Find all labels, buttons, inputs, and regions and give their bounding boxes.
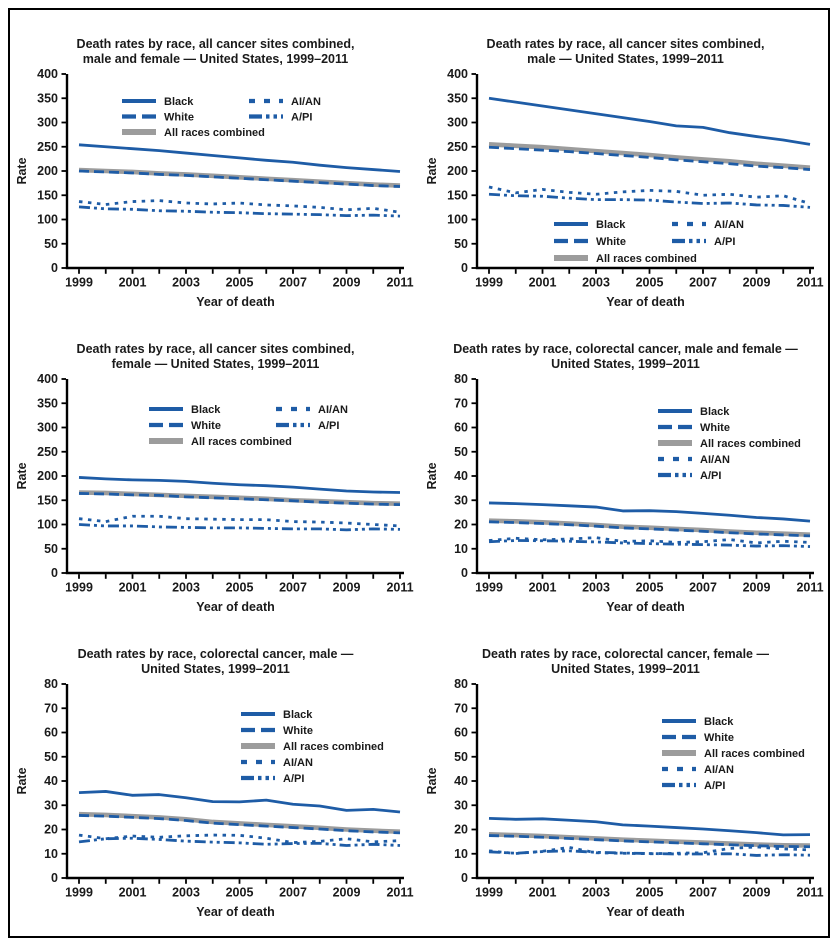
svg-text:White: White (164, 111, 194, 124)
svg-text:10: 10 (454, 846, 468, 861)
chart-colorectal-female (422, 642, 829, 942)
svg-text:2009: 2009 (332, 885, 361, 900)
chart-all-cancer-female (12, 337, 419, 637)
svg-text:20: 20 (454, 517, 468, 532)
svg-text:2011: 2011 (386, 275, 414, 290)
svg-text:Year of death: Year of death (196, 905, 275, 919)
svg-text:Year of death: Year of death (196, 295, 275, 309)
svg-text:60: 60 (44, 725, 58, 740)
svg-text:40: 40 (44, 774, 58, 789)
svg-text:350: 350 (37, 91, 58, 106)
svg-text:AI/AN: AI/AN (318, 404, 348, 416)
svg-text:2009: 2009 (742, 275, 771, 290)
svg-text:50: 50 (44, 236, 58, 251)
svg-text:Rate: Rate (425, 462, 439, 490)
svg-text:2005: 2005 (635, 580, 664, 595)
chart-title-line1: Death rates by race, all cancer sites combined, (76, 37, 355, 51)
svg-text:80: 80 (44, 679, 58, 692)
svg-text:2003: 2003 (582, 275, 610, 290)
svg-text:Rate: Rate (425, 157, 439, 185)
svg-text:Rate: Rate (425, 767, 439, 795)
svg-text:Year of death: Year of death (606, 600, 685, 614)
svg-text:250: 250 (37, 139, 58, 154)
svg-text:50: 50 (454, 236, 468, 251)
chart-title-line2: male and female — United States, 1999–2011 (82, 52, 349, 66)
svg-text:2007: 2007 (279, 275, 307, 290)
svg-text:Rate: Rate (15, 157, 29, 185)
svg-text:400: 400 (37, 69, 58, 82)
chart-title-line2: United States, 1999–2011 (551, 662, 700, 676)
svg-text:150: 150 (447, 188, 468, 203)
svg-text:50: 50 (44, 541, 58, 556)
svg-text:Year of death: Year of death (606, 295, 685, 309)
svg-text:30: 30 (454, 493, 468, 508)
svg-text:1999: 1999 (65, 580, 93, 595)
svg-text:AI/AN: AI/AN (704, 764, 734, 776)
svg-text:0: 0 (51, 566, 58, 581)
line-plot (422, 679, 829, 929)
chart-title (422, 642, 829, 677)
svg-text:1999: 1999 (475, 580, 503, 595)
svg-text:All races combined: All races combined (596, 253, 697, 265)
chart-colorectal-male-and-female (422, 337, 829, 637)
chart-title-line1: Death rates by race, colorectal cancer, male and female — (453, 342, 798, 356)
svg-text:AI/AN: AI/AN (714, 219, 744, 231)
svg-text:100: 100 (447, 212, 468, 227)
svg-text:60: 60 (454, 725, 468, 740)
svg-text:80: 80 (454, 374, 468, 387)
svg-text:2001: 2001 (528, 885, 557, 900)
svg-text:400: 400 (447, 69, 468, 82)
figure-border (8, 8, 830, 938)
svg-text:0: 0 (51, 261, 58, 276)
svg-text:Black: Black (283, 709, 313, 721)
svg-text:Year of death: Year of death (606, 905, 685, 919)
svg-text:30: 30 (44, 798, 58, 813)
svg-text:All races combined: All races combined (164, 127, 265, 139)
svg-text:2011: 2011 (386, 580, 414, 595)
svg-text:Rate: Rate (15, 767, 29, 795)
svg-text:2007: 2007 (279, 580, 307, 595)
svg-text:All races combined: All races combined (704, 748, 805, 760)
svg-text:White: White (704, 732, 734, 744)
chart-all-cancer-male-and-female (12, 32, 419, 332)
svg-text:2001: 2001 (528, 275, 557, 290)
chart-title-line1: Death rates by race, colorectal cancer, female — (482, 647, 769, 661)
svg-text:70: 70 (454, 701, 468, 716)
chart-title (422, 337, 829, 372)
svg-text:2009: 2009 (742, 885, 771, 900)
line-plot (12, 679, 419, 929)
svg-text:2001: 2001 (118, 580, 147, 595)
chart-title (422, 32, 829, 67)
svg-text:200: 200 (37, 469, 58, 484)
svg-text:Year of death: Year of death (196, 600, 275, 614)
svg-text:White: White (283, 725, 313, 737)
svg-text:2001: 2001 (118, 275, 147, 290)
svg-text:150: 150 (37, 493, 58, 508)
chart-title (12, 642, 419, 677)
svg-text:2003: 2003 (172, 885, 200, 900)
svg-text:2003: 2003 (172, 580, 200, 595)
svg-text:A/PI: A/PI (704, 780, 726, 792)
svg-text:2011: 2011 (796, 885, 824, 900)
chart-all-cancer-male (422, 32, 829, 332)
chart-title (12, 32, 419, 67)
svg-text:0: 0 (461, 261, 468, 276)
svg-text:A/PI: A/PI (318, 420, 340, 432)
svg-text:All races combined: All races combined (700, 438, 801, 450)
chart-title-line2: United States, 1999–2011 (141, 662, 290, 676)
svg-text:350: 350 (447, 91, 468, 106)
svg-text:Black: Black (164, 96, 194, 108)
svg-text:400: 400 (37, 374, 58, 387)
svg-text:2009: 2009 (742, 580, 771, 595)
svg-text:20: 20 (44, 822, 58, 837)
line-plot (12, 69, 419, 319)
svg-text:250: 250 (447, 139, 468, 154)
svg-text:80: 80 (454, 679, 468, 692)
line-plot (422, 69, 829, 319)
svg-text:Black: Black (596, 219, 626, 231)
svg-text:350: 350 (37, 396, 58, 411)
svg-text:50: 50 (44, 749, 58, 764)
chart-title-line1: Death rates by race, all cancer sites combined, (486, 37, 765, 51)
svg-text:2011: 2011 (796, 275, 824, 290)
svg-text:300: 300 (37, 115, 58, 130)
svg-text:1999: 1999 (475, 885, 503, 900)
chart-title-line2: female — United States, 1999–2011 (111, 357, 320, 371)
svg-text:50: 50 (454, 444, 468, 459)
svg-text:2001: 2001 (118, 885, 147, 900)
svg-text:2005: 2005 (225, 885, 254, 900)
svg-text:2011: 2011 (386, 885, 414, 900)
svg-text:1999: 1999 (475, 275, 503, 290)
svg-text:2007: 2007 (689, 580, 717, 595)
svg-text:2003: 2003 (172, 275, 200, 290)
svg-text:2007: 2007 (689, 275, 717, 290)
svg-text:0: 0 (51, 871, 58, 886)
svg-text:2005: 2005 (225, 275, 254, 290)
svg-text:2003: 2003 (582, 885, 610, 900)
svg-text:200: 200 (37, 164, 58, 179)
chart-colorectal-male (12, 642, 419, 942)
svg-text:All races combined: All races combined (283, 741, 384, 753)
svg-text:10: 10 (454, 541, 468, 556)
svg-text:White: White (700, 422, 730, 434)
svg-text:2005: 2005 (635, 885, 664, 900)
svg-text:100: 100 (37, 517, 58, 532)
svg-text:2011: 2011 (796, 580, 824, 595)
svg-text:0: 0 (461, 871, 468, 886)
svg-text:A/PI: A/PI (291, 111, 313, 124)
svg-text:1999: 1999 (65, 885, 93, 900)
svg-text:150: 150 (37, 188, 58, 203)
svg-text:Black: Black (704, 716, 734, 728)
chart-title (12, 337, 419, 372)
svg-text:250: 250 (37, 444, 58, 459)
svg-text:2007: 2007 (279, 885, 307, 900)
svg-text:2007: 2007 (689, 885, 717, 900)
svg-text:White: White (596, 236, 626, 248)
svg-text:Rate: Rate (15, 462, 29, 490)
svg-text:50: 50 (454, 749, 468, 764)
chart-title-line1: Death rates by race, all cancer sites combined, (76, 342, 355, 356)
svg-text:All races combined: All races combined (191, 436, 292, 448)
line-plot (422, 374, 829, 624)
svg-text:60: 60 (454, 420, 468, 435)
chart-title-line2: United States, 1999–2011 (551, 357, 700, 371)
svg-text:40: 40 (454, 469, 468, 484)
svg-text:A/PI: A/PI (700, 470, 722, 482)
svg-text:300: 300 (37, 420, 58, 435)
svg-text:20: 20 (454, 822, 468, 837)
svg-text:2009: 2009 (332, 580, 361, 595)
chart-title-line2: male — United States, 1999–2011 (527, 52, 724, 66)
svg-text:40: 40 (454, 774, 468, 789)
line-plot (12, 374, 419, 624)
svg-text:Black: Black (700, 406, 730, 418)
svg-text:100: 100 (37, 212, 58, 227)
svg-text:10: 10 (44, 846, 58, 861)
svg-text:2009: 2009 (332, 275, 361, 290)
svg-text:70: 70 (454, 396, 468, 411)
svg-text:2001: 2001 (528, 580, 557, 595)
svg-text:AI/AN: AI/AN (700, 454, 730, 466)
svg-text:A/PI: A/PI (283, 773, 305, 785)
svg-text:AI/AN: AI/AN (291, 96, 321, 108)
svg-text:300: 300 (447, 115, 468, 130)
svg-text:2005: 2005 (225, 580, 254, 595)
chart-title-line1: Death rates by race, colorectal cancer, male — (77, 647, 354, 661)
svg-text:2003: 2003 (582, 580, 610, 595)
svg-text:30: 30 (454, 798, 468, 813)
svg-text:Black: Black (191, 404, 221, 416)
svg-text:1999: 1999 (65, 275, 93, 290)
svg-text:White: White (191, 420, 221, 432)
svg-text:200: 200 (447, 164, 468, 179)
svg-text:2005: 2005 (635, 275, 664, 290)
svg-text:A/PI: A/PI (714, 236, 736, 248)
svg-text:AI/AN: AI/AN (283, 757, 313, 769)
svg-text:70: 70 (44, 701, 58, 716)
svg-text:0: 0 (461, 566, 468, 581)
